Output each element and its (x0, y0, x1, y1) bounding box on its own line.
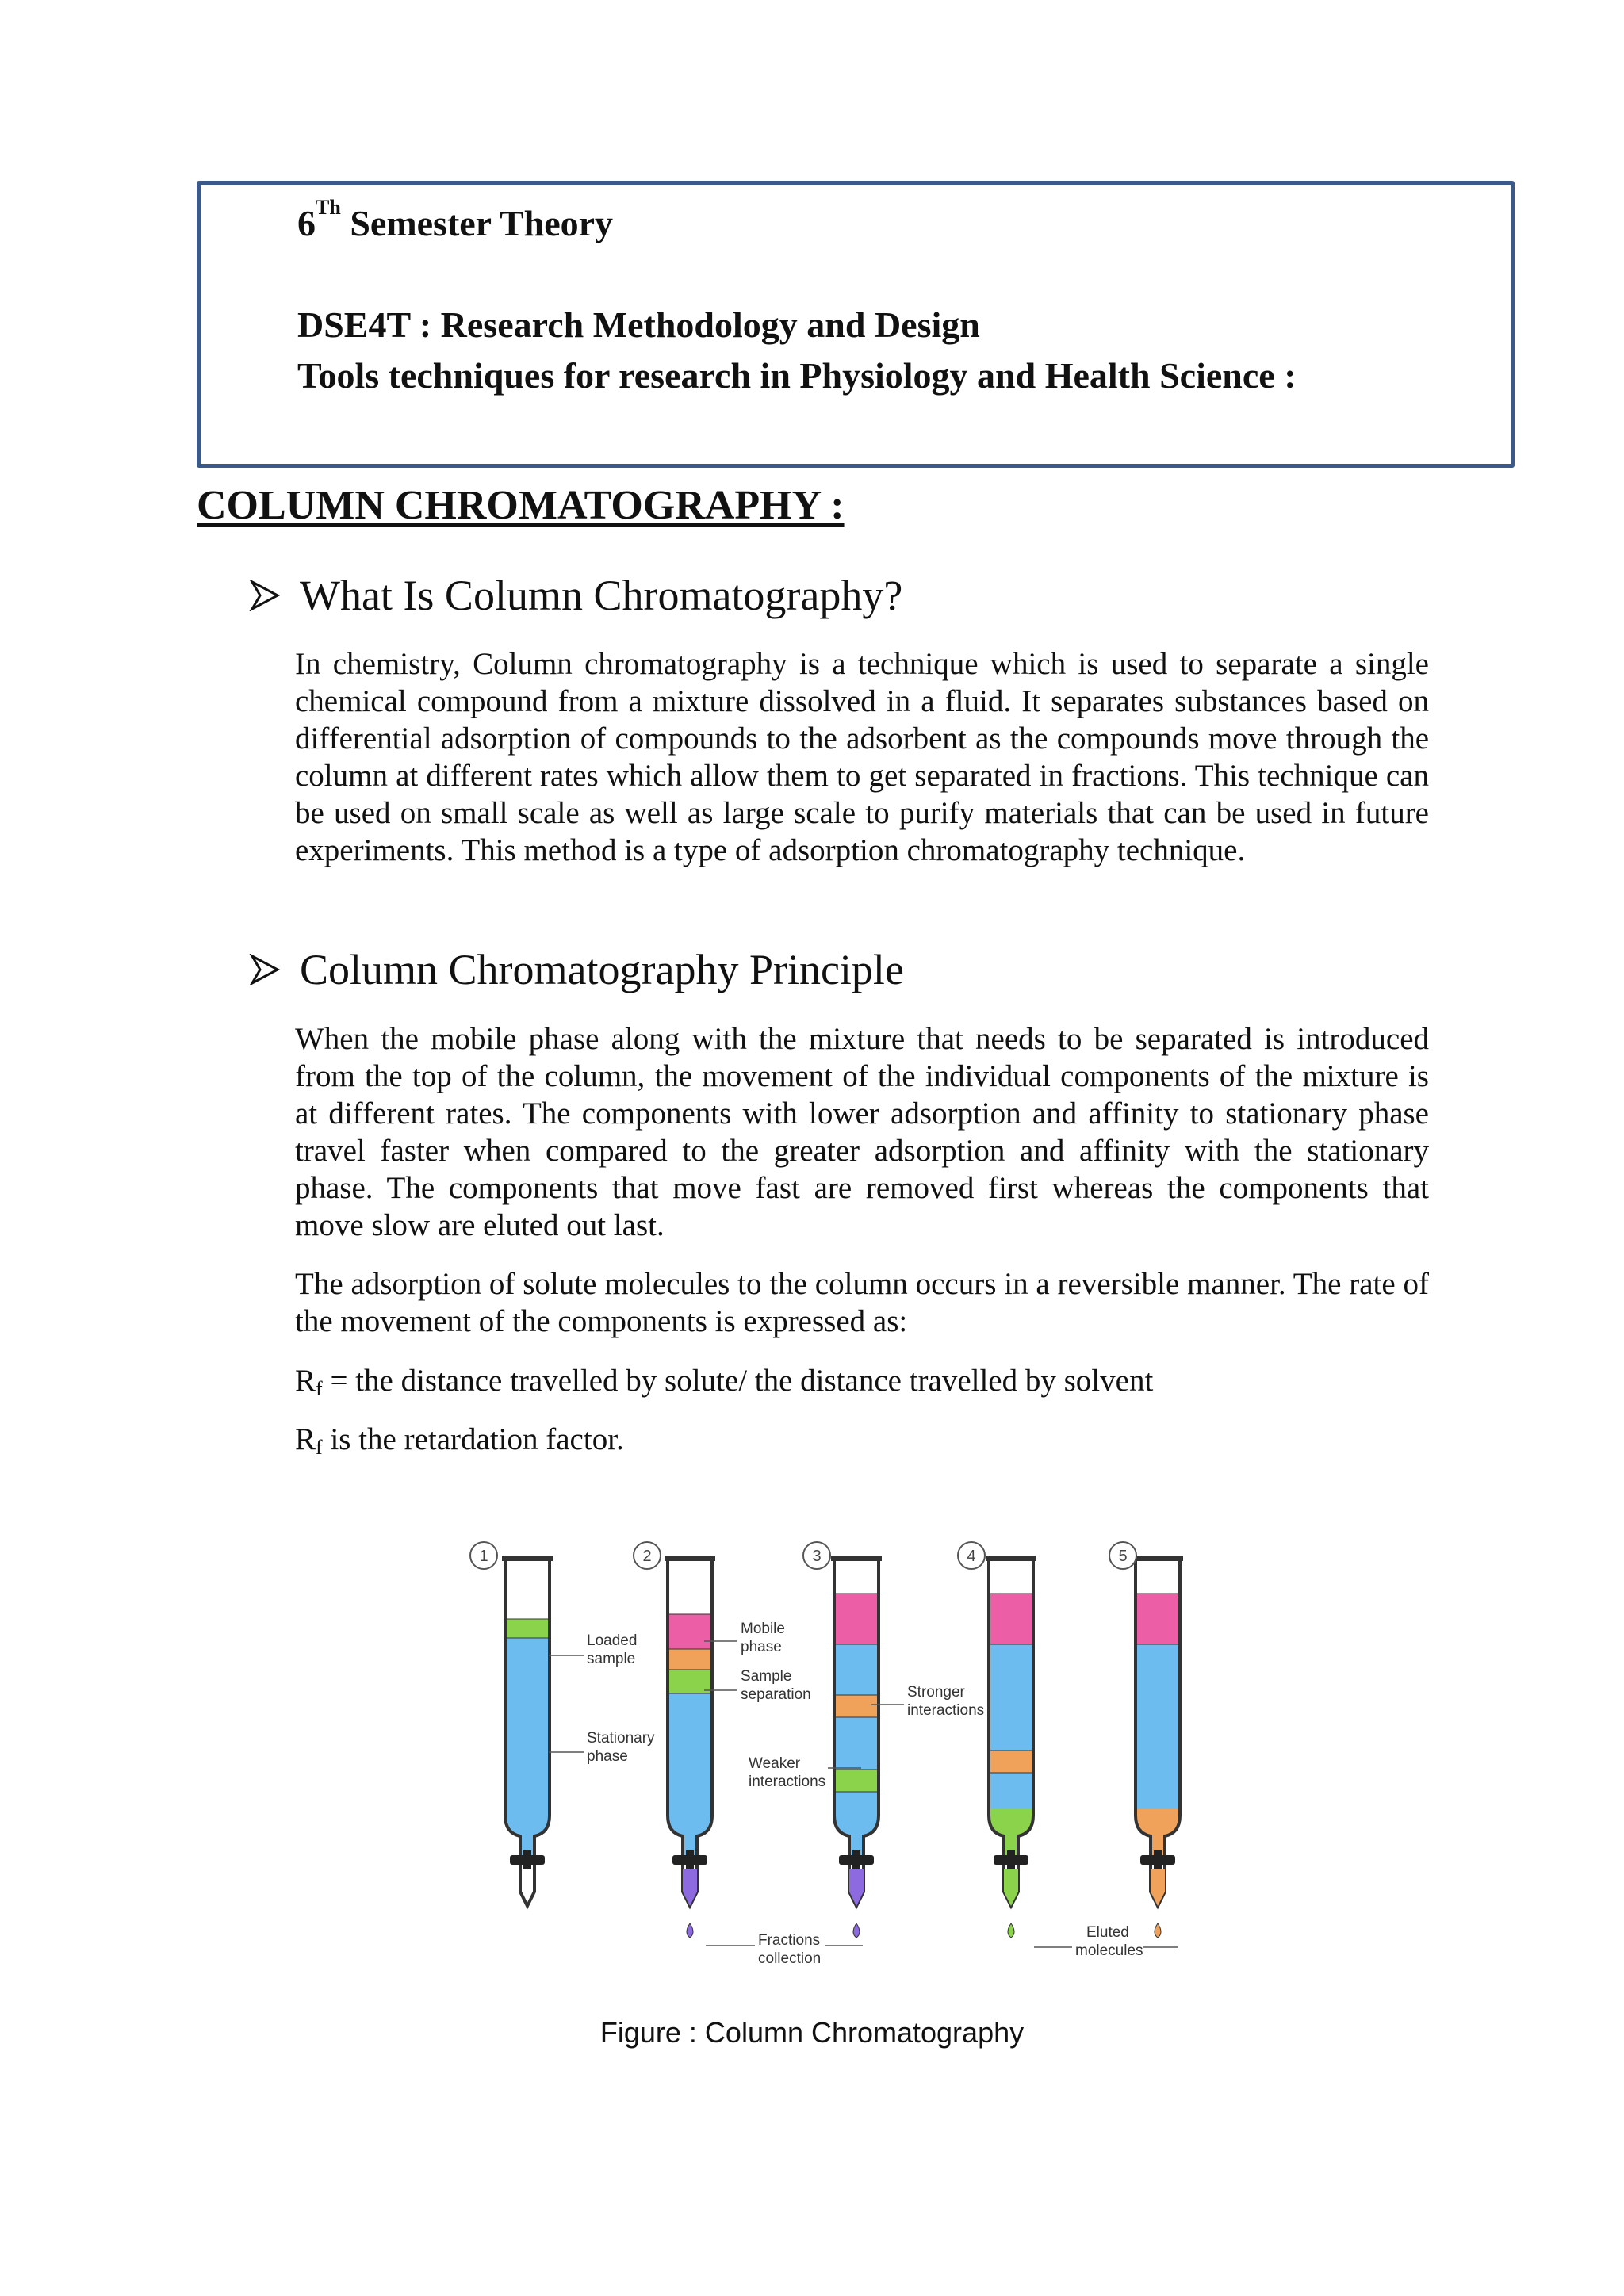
stopcock-valve (686, 1850, 694, 1869)
outlet-fluid (849, 1869, 864, 1906)
semester-superscript: Th (316, 196, 341, 219)
semester-number: 6 (297, 203, 316, 243)
stopcock-valve (1154, 1850, 1162, 1869)
outlet-fluid (1151, 1869, 1165, 1906)
stopcock-valve (523, 1850, 531, 1869)
paragraph-adsorption: The adsorption of solute molecules to the column occurs in a reversible manner. The rate of the movement of the components is expressed as: (295, 1267, 1429, 1338)
label-eluted-molecules-2: molecules (1075, 1942, 1143, 1959)
stopcock-valve (1007, 1850, 1015, 1869)
column-band (834, 1770, 879, 1792)
label-stationary-phase-1: Stationary (587, 1730, 655, 1747)
label-weaker-interactions-1: Weaker (749, 1755, 801, 1772)
arrow-bullet-icon (249, 954, 281, 985)
course-topic: Tools techniques for research in Physiology and Health Science : (297, 355, 1297, 396)
label-fractions-collection-1: Fractions (758, 1932, 821, 1949)
stopcock-valve (852, 1850, 860, 1869)
step-number: 2 (642, 1548, 652, 1565)
column-band (668, 1649, 712, 1670)
label-mobile-phase-1: Mobile (741, 1621, 785, 1637)
column-band (834, 1695, 879, 1717)
label-stronger-interactions-2: interactions (907, 1702, 985, 1719)
paragraph-principle: When the mobile phase along with the mixture that needs to be separated is introduced from the top of the column, the movement of the individual components of the mixture is at different rates. The components with lower adsorption and affinity to stationary phase travel faster when compared to the greater adsorption and affinity with the stationary phase. The components that move fast are removed first whereas the components that move slow are eluted out last. (295, 1022, 1429, 1242)
figure-caption: Figure : Column Chromatography (599, 2016, 1025, 2049)
label-weaker-interactions-2: interactions (749, 1774, 826, 1790)
droplet-icon (1155, 1923, 1161, 1938)
label-sample-separation-2: separation (741, 1686, 811, 1703)
rf-subscript: f (316, 1377, 323, 1400)
header-box (197, 181, 1515, 468)
rf-symbol: R (295, 1364, 316, 1398)
droplet-icon (687, 1923, 693, 1938)
column-band (668, 1614, 712, 1649)
column-band (1136, 1594, 1180, 1644)
course-title: DSE4T : Research Methodology and Design (297, 304, 980, 345)
rf-definition-line (295, 1421, 1429, 1461)
rf-subscript: f (316, 1436, 323, 1459)
column-band (989, 1751, 1033, 1773)
label-loaded-sample-2: sample (587, 1651, 636, 1667)
step-number: 1 (479, 1548, 488, 1565)
label-stationary-phase-2: phase (587, 1748, 628, 1765)
section-heading-what-is (249, 571, 902, 620)
label-stronger-interactions-1: Stronger (907, 1684, 965, 1701)
label-loaded-sample-1: Loaded (587, 1632, 638, 1649)
label-eluted-molecules-1: Eluted (1086, 1924, 1129, 1941)
semester-text: Semester Theory (340, 203, 614, 243)
step-number: 5 (1118, 1548, 1128, 1565)
column-band (834, 1594, 879, 1644)
semester-line (297, 196, 614, 244)
section-heading-principle (249, 945, 904, 994)
outlet-fluid (683, 1869, 697, 1906)
label-mobile-phase-2: phase (741, 1639, 782, 1655)
page-title: COLUMN CHROMATOGRAPHY : (197, 483, 845, 528)
step-number: 3 (812, 1548, 822, 1565)
formula-line (295, 1362, 1429, 1402)
label-fractions-collection-2: collection (758, 1950, 822, 1967)
label-sample-separation-1: Sample (741, 1668, 792, 1685)
step-number: 4 (967, 1548, 976, 1565)
droplet-icon (1008, 1923, 1014, 1938)
rf-equation: = the distance travelled by solute/ the distance travelled by solvent (322, 1364, 1154, 1398)
chromatography-figure (468, 1538, 1213, 1982)
column-band (989, 1594, 1033, 1644)
section-heading-text: What Is Column Chromatography? (300, 572, 903, 619)
outlet-fluid (1004, 1869, 1018, 1906)
paragraph-definition: In chemistry, Column chromatography is a technique which is used to separate a single chemical compound from a mixture dissolved in a fluid. It separates substances based on differential adsorption of compounds to the adsorbent as the compounds move through the column at different rates which allow them to get separated in fractions. This technique can be used on small scale as well as large scale to purify materials that can be used in future experiments. This method is a type of adsorption chromatography technique. (295, 647, 1429, 867)
column-band (505, 1619, 550, 1638)
section-heading-text: Column Chromatography Principle (300, 946, 904, 993)
rf-definition: is the retardation factor. (322, 1422, 624, 1456)
rf-symbol: R (295, 1422, 316, 1456)
arrow-bullet-icon (249, 580, 281, 611)
droplet-icon (853, 1923, 860, 1938)
